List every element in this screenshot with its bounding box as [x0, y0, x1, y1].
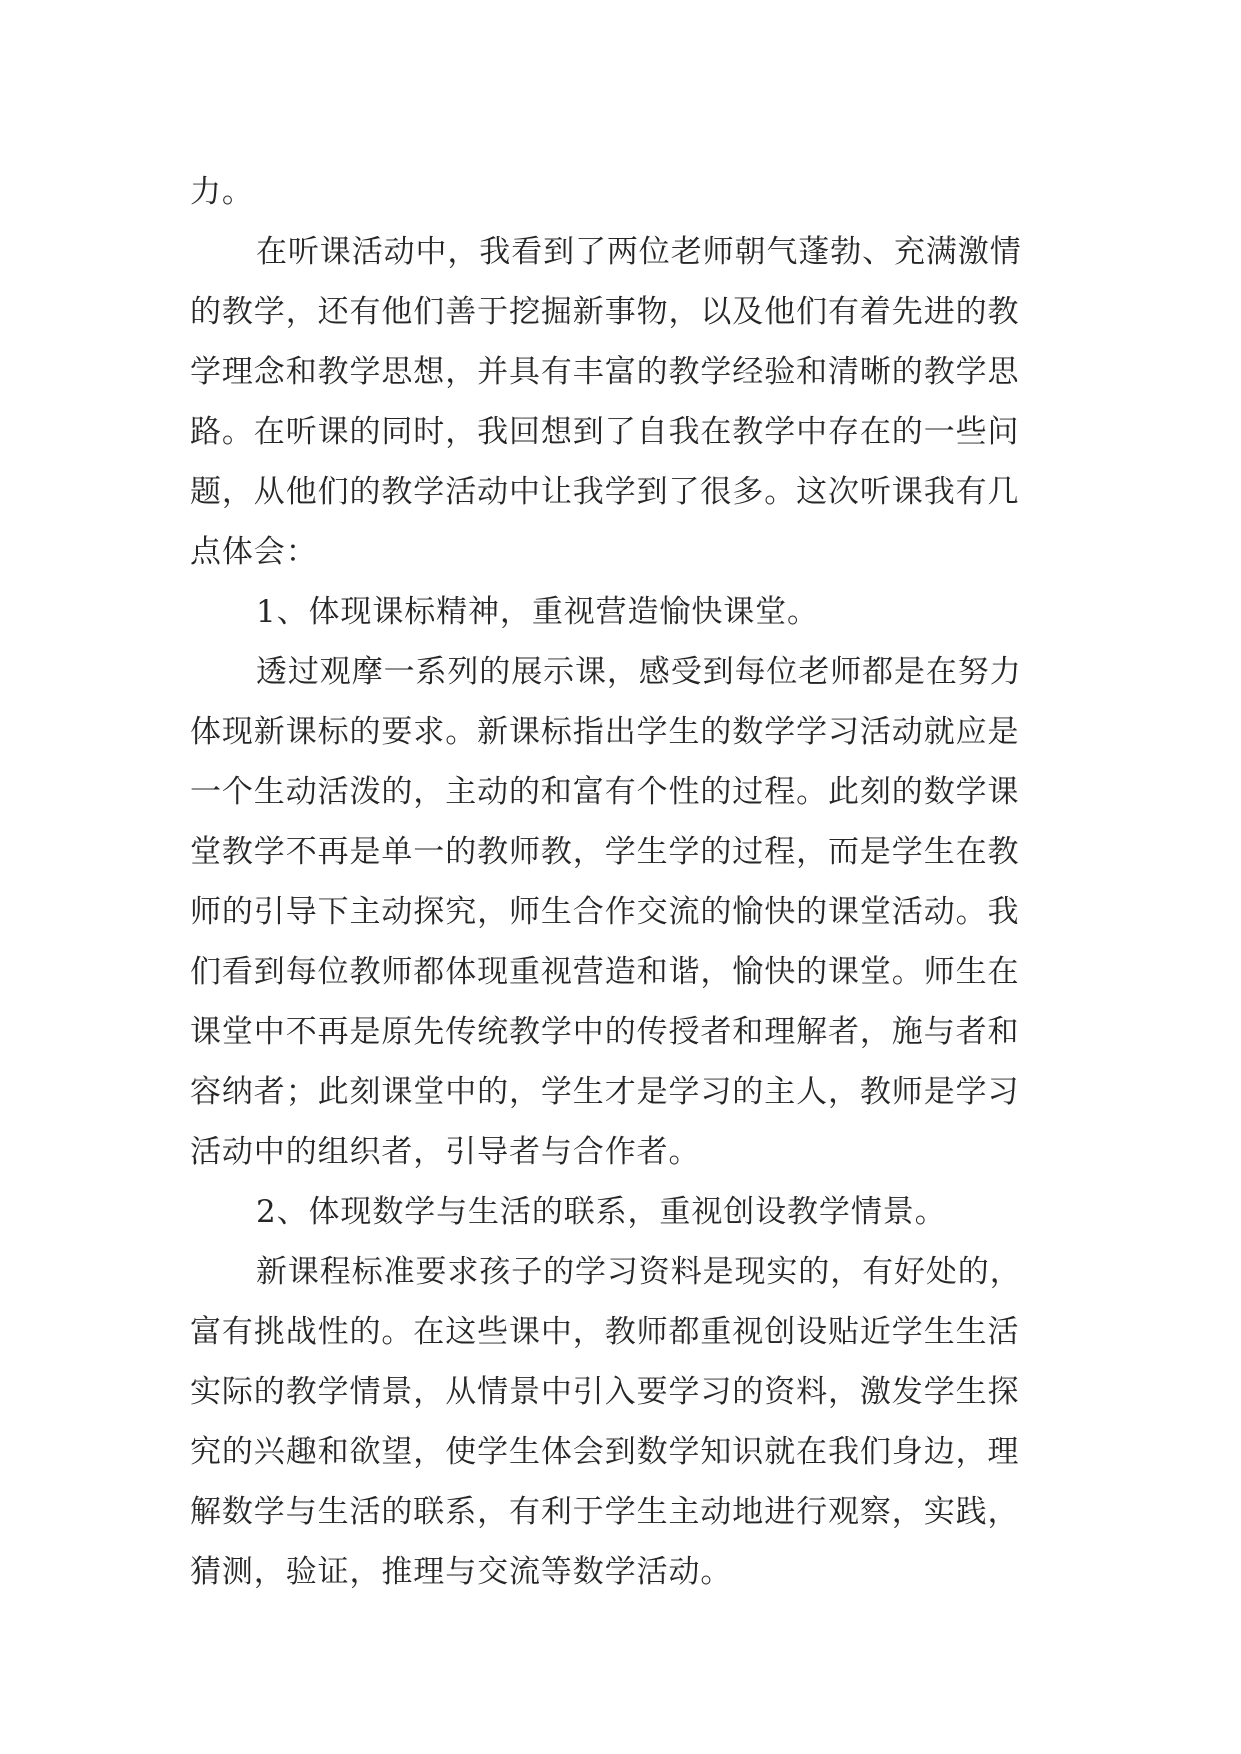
text-line: 点体会： — [190, 534, 318, 570]
text-line: 容纳者；此刻课堂中的，学生才是学习的主人，教师是学习 — [190, 1074, 1020, 1110]
text-line: 实际的教学情景，从情景中引入要学习的资料，激发学生探 — [190, 1374, 1020, 1410]
paragraph-start-line: 透过观摩一系列的展示课，感受到每位老师都是在努力 — [256, 654, 1022, 690]
section-heading-1: 1、体现课标精神，重视营造愉快课堂。 — [256, 594, 819, 630]
text-line: 师的引导下主动探究，师生合作交流的愉快的课堂活动。我 — [190, 894, 1020, 930]
text-line: 路。在听课的同时，我回想到了自我在教学中存在的一些问 — [190, 414, 1020, 450]
section-heading-2: 2、体现数学与生活的联系，重视创设教学情景。 — [256, 1194, 947, 1230]
text-line: 究的兴趣和欲望，使学生体会到数学知识就在我们身边，理 — [190, 1434, 1020, 1470]
text-line: 的教学，还有他们善于挖掘新事物，以及他们有着先进的教 — [190, 294, 1020, 330]
document-body — [190, 162, 1050, 1602]
text-line: 富有挑战性的。在这些课中，教师都重视创设贴近学生生活 — [190, 1314, 1020, 1350]
text-line: 一个生动活泼的，主动的和富有个性的过程。此刻的数学课 — [190, 774, 1020, 810]
text-line: 力。 — [190, 174, 254, 210]
text-line: 们看到每位教师都体现重视营造和谐，愉快的课堂。师生在 — [190, 954, 1020, 990]
paragraph-start-line: 新课程标准要求孩子的学习资料是现实的，有好处的， — [256, 1254, 1022, 1290]
text-line: 猜测，验证，推理与交流等数学活动。 — [190, 1554, 733, 1590]
text-line: 学理念和教学思想，并具有丰富的教学经验和清晰的教学思 — [190, 354, 1020, 390]
text-line: 活动中的组织者，引导者与合作者。 — [190, 1134, 701, 1170]
text-line: 课堂中不再是原先传统教学中的传授者和理解者，施与者和 — [190, 1014, 1020, 1050]
text-line: 解数学与生活的联系，有利于学生主动地进行观察，实践， — [190, 1494, 1020, 1530]
text-line: 堂教学不再是单一的教师教，学生学的过程，而是学生在教 — [190, 834, 1020, 870]
text-line: 体现新课标的要求。新课标指出学生的数学学习活动就应是 — [190, 714, 1020, 750]
text-line: 题，从他们的教学活动中让我学到了很多。这次听课我有几 — [190, 474, 1020, 510]
paragraph-start-line: 在听课活动中，我看到了两位老师朝气蓬勃、充满激情 — [256, 234, 1022, 270]
